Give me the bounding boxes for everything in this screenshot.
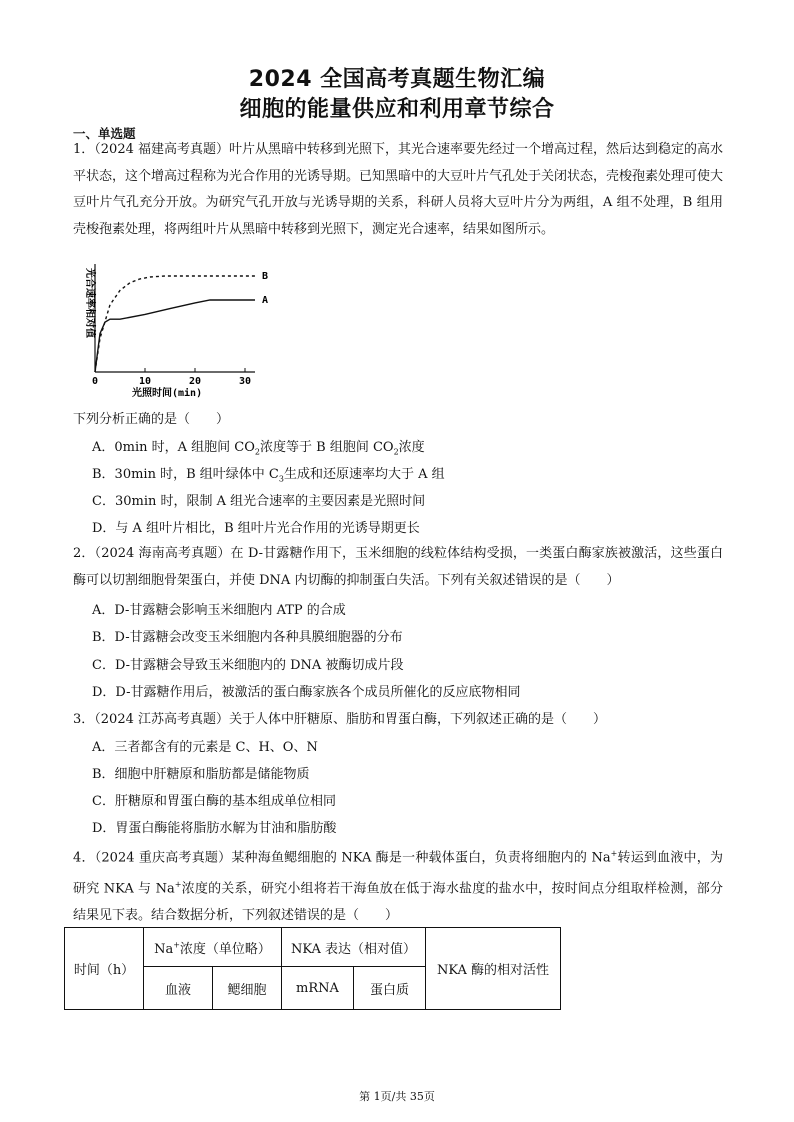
- x-axis-label: 光照时间(min): [132, 388, 203, 399]
- q1-option-b: B．30min 时，B 组叶绿体中 $C_3$生成和还原速率均大于 A 组: [92, 467, 445, 484]
- doc-title-line1: 2024 全国高考真题生物汇编: [248, 67, 546, 92]
- q2-option-b: B．D-甘露糖会改变玉米细胞内各种具膜细胞器的分布: [92, 630, 403, 645]
- x-tick-label: 20: [188, 376, 202, 387]
- q2-option-a: A．D-甘露糖会影响玉米细胞内 ATP 的合成: [92, 603, 346, 618]
- q3-option-a: A．三者都含有的元素是 C、H、O、N: [92, 740, 318, 755]
- q3-option-d: D．胃蛋白酶能将脂肪水解为甘油和脂肪酸: [92, 821, 337, 836]
- q1-option-a: A．0min 时，A 组胞间 $CO_2$浓度等于 B 组胞间 $CO_2$浓度: [92, 440, 425, 457]
- subheader-blood: 血液: [144, 967, 213, 1010]
- q2-stem: 2．（2024 海南高考真题）在 D-甘露糖作用下，玉米细胞的线粒体结构受损，一类蛋白酶家族被激活，这些蛋白酶可以切割细胞骨架蛋白，并使 DNA 内切酶的抑制蛋白失活。下列有关叙述错误的是（ ）: [73, 546, 723, 588]
- x-ticks: [92, 368, 251, 387]
- page-footer: 第 1页/共 35页: [359, 1090, 435, 1103]
- q3-stem: 3．（2024 江苏高考真题）关于人体中肝糖原、脂肪和胃蛋白酶，下列叙述正确的是（ ）: [73, 712, 606, 727]
- q2-option-c: C．D-甘露糖会导致玉米细胞内的 DNA 被酶切成片段: [92, 658, 404, 673]
- q1-prompt: 下列分析正确的是（ ）: [73, 412, 230, 427]
- q3-option-b: B．细胞中肝糖原和脂肪都是储能物质: [92, 767, 310, 782]
- x-tick-label: 0: [91, 376, 99, 387]
- table-header-row: [65, 928, 561, 967]
- q1-option-d: D．与 A 组叶片相比，B 组叶片光合作用的光诱导期更长: [92, 521, 420, 536]
- header-nka-activity: NKA 酶的相对活性: [426, 928, 561, 1010]
- q4-stem: 4．（2024 重庆高考真题）某种海鱼鳃细胞的 NKA 酶是一种载体蛋白，负责将细胞内的 Na+转运到血液中，为研究 NKA 与 Na+浓度的关系，研究小组将若干海鱼放在低于海水盐度的盐水中，按时间点分组取样检测，部分结果见下表。结合数据分析，下列叙述错误的是（ ）: [73, 849, 723, 923]
- subheader-mrna: mRNA: [282, 967, 354, 1010]
- x-tick-label: 30: [238, 376, 252, 387]
- doc-title-line2: 细胞的能量供应和利用章节综合: [239, 97, 555, 122]
- y-axis-label: 光合速率相对值: [84, 268, 95, 338]
- q1-chart: [70, 262, 290, 402]
- subheader-protein: 蛋白质: [354, 967, 426, 1010]
- series-a-line: [95, 300, 255, 372]
- q1-option-c: C．30min 时，限制 A 组光合速率的主要因素是光照时间: [92, 494, 426, 509]
- header-na: Na+浓度（单位略）: [144, 928, 282, 967]
- q3-option-c: C．肝糖原和胃蛋白酶的基本组成单位相同: [92, 794, 336, 809]
- series-b-line: [95, 276, 255, 372]
- series-a-label: A: [262, 295, 269, 306]
- q4-data-table: [64, 927, 561, 1010]
- header-nka-expression: NKA 表达（相对值）: [282, 928, 426, 967]
- chart-axes: [95, 264, 255, 372]
- header-time: 时间（h）: [65, 928, 144, 1010]
- series-b-label: B: [262, 271, 269, 282]
- x-tick-label: 10: [138, 376, 152, 387]
- section-heading: 一、单选题: [73, 126, 136, 141]
- subheader-gill-cell: 鳃细胞: [213, 967, 282, 1010]
- q2-option-d: D．D-甘露糖作用后，被激活的蛋白酶家族各个成员所催化的反应底物相同: [92, 685, 521, 700]
- q1-stem: 1．（2024 福建高考真题）叶片从黑暗中转移到光照下，其光合速率要先经过一个增高过程，然后达到稳定的高水平状态，这个增高过程称为光合作用的光诱导期。已知黑暗中的大豆叶片气孔处于关闭状态，壳梭孢素处理可使大豆叶片气孔充分开放。为研究气孔开放与光诱导期的关系，科研人员将大豆叶片分为两组，A 组不处理，B 组用壳梭孢素处理，将两组叶片从黑暗中转移到光照下，测定光合速率，结果如图所示。: [73, 142, 724, 237]
